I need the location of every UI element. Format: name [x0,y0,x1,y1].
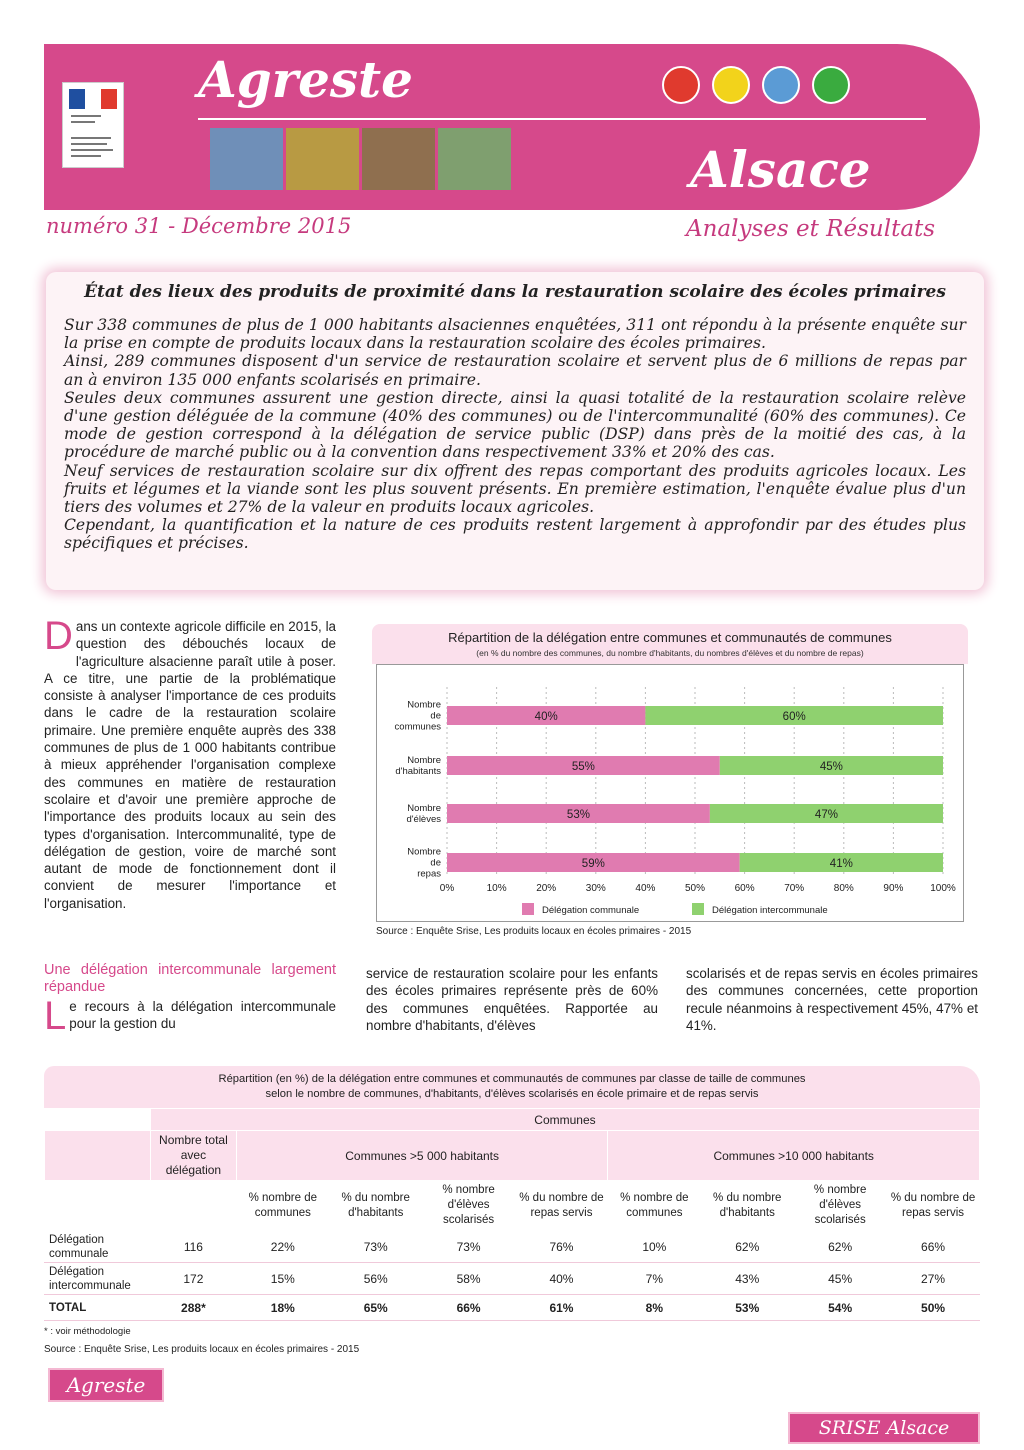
table-cell: 62% [701,1231,794,1263]
chart-frame [376,664,964,922]
col1-body: e recours à la délégation intercommunale pour la gestion du [69,999,336,1032]
footer-srise-label: SRISE Alsace [788,1412,980,1444]
blue-dot-icon [762,66,800,104]
table-cell: 8% [608,1295,701,1321]
x-tick-label: 20% [536,883,557,894]
section-text-col1 [44,994,336,1038]
x-tick-label: 0% [439,883,455,894]
x-tick-label: 80% [833,883,854,894]
chart-title: Répartition de la délégation entre communes et communautés de communes [448,630,892,645]
col-header: % du nombre d'habitants [701,1181,794,1231]
delegation-chart [372,624,968,924]
legend-label: Délégation communale [542,905,640,916]
color-dots [662,66,850,104]
yellow-dot-icon [712,66,750,104]
brand-title: Agreste [198,50,413,109]
col-header: % nombre d'élèves scolarisés [794,1181,887,1231]
x-tick-label: 40% [635,883,656,894]
x-tick-label: 100% [930,883,956,894]
category-label: communes [394,721,441,733]
ministry-logo [62,82,124,168]
legend-swatch [522,903,534,915]
table-cell: 10% [608,1231,701,1263]
summary-paragraph: Cependant, la quantification et la nature de ces produits restent largement à approfondir par des études plus spécifiques et précises. [64,516,966,553]
delegation-table [44,1108,980,1321]
table-cell: 73% [329,1231,422,1263]
row-total: 172 [150,1263,236,1295]
category-label: repas [417,868,441,880]
table-cell: 27% [887,1263,980,1295]
category-label: de [430,857,441,869]
table-source: Source : Enquête Srise, Les produits locaux en écoles primaires - 2015 [44,1344,360,1355]
section-heading: Une délégation intercommunale largement répandue [44,962,336,995]
category-label: Nombre [407,755,441,766]
x-tick-label: 90% [883,883,904,894]
group-header: Communes [150,1109,979,1131]
table-title [44,1072,980,1102]
table-row-total [45,1295,980,1321]
col-header: % nombre d'élèves scolarisés [422,1181,515,1231]
x-tick-label: 50% [684,883,706,894]
category-label: de [430,710,441,722]
dropcap: L [44,994,67,1038]
table-footnote: * : voir méthodologie [44,1326,131,1337]
table-cell: 66% [887,1231,980,1263]
legend-swatch [692,903,704,915]
table-row [45,1231,980,1263]
category-label: d'habitants [395,766,441,777]
french-flag-icon [69,89,117,109]
chart-subtitle: (en % du nombre des communes, du nombre d'habitants, du nombres d'élèves et du nombre de repas) [476,648,864,658]
chart-source: Source : Enquête Srise, Les produits locaux en écoles primaires - 2015 [376,926,692,937]
table-cell: 76% [515,1231,608,1263]
section-title: Analyses et Résultats [686,216,936,242]
category-label: Nombre [407,846,441,858]
category-label: Nombre [407,803,441,814]
table-cell: 50% [887,1295,980,1321]
data-label: 40% [534,711,558,723]
table-cell: 40% [515,1263,608,1295]
data-label: 47% [814,809,838,821]
col-header: % nombre de communes [608,1181,701,1231]
region-title: Alsace [690,140,871,199]
tractor-photo [362,128,435,190]
photo-strip [210,128,511,190]
summary-paragraph: Neuf services de restauration scolaire sur dix offrent des repas comportant des produits agricoles locaux. Les fruits et légumes et la viande sont les plus souvent présents. En première estimation, l'enquête évalue plus d'un tiers des volumes et 27% de la valeur en produits locaux agricoles. [64,461,966,517]
table-cell: 45% [794,1263,887,1295]
table-cell: 18% [236,1295,329,1321]
data-label: 45% [819,761,843,773]
x-tick-label: 70% [784,883,805,894]
data-label: 60% [782,711,806,723]
cow-photo [438,128,511,190]
data-label: 59% [581,858,605,870]
data-label: 41% [829,858,853,870]
table-cell: 53% [701,1295,794,1321]
table-cell: 15% [236,1263,329,1295]
dropcap: D [44,614,73,658]
red-dot-icon [662,66,700,104]
footer-agreste-label: Agreste [48,1368,164,1402]
col-header: % du nombre de repas servis [887,1181,980,1231]
row-label: Délégation intercommunale [45,1263,151,1295]
data-label: 55% [571,761,595,773]
table-cell: 7% [608,1263,701,1295]
table-cell: 22% [236,1231,329,1263]
intro-text [44,614,336,912]
table-cell: 56% [329,1263,422,1295]
table-cell: 43% [701,1263,794,1295]
table-row [45,1263,980,1295]
wheat-photo [286,128,359,190]
brand-divider [198,118,926,120]
summary-paragraph: Sur 338 communes de plus de 1 000 habitants alsaciennes enquêtées, 311 ont répondu à la présente enquête sur la prise en compte de produits locaux dans la restauration scolaire des écoles primaires. [64,316,966,353]
table-title-line: Répartition (en %) de la délégation entre communes et communautés de communes par classe de taille de communes [218,1073,806,1085]
category-label: d'élèves [406,814,441,825]
table-cell: 73% [422,1231,515,1263]
summary-paragraph: Seules deux communes assurent une gestion directe, ainsi la quasi totalité de la restauration scolaire relève d'une gestion déléguée de la commune (40% des communes) ou de l'intercommunalité (60% des communes). Ce mode de gestion correspond à la délégation de service public (DSP) dans près de la moitié des cas, à la procédure de marché public ou à la convention dans respectivement 33% et 20% des cas. [64,388,966,462]
subgroup-header-10000: Communes >10 000 habitants [608,1131,980,1181]
total-header: Nombre total avec délégation [150,1131,236,1181]
col-header: % nombre de communes [236,1181,329,1231]
row-total: 288* [150,1295,236,1321]
legend-label: Délégation intercommunale [712,905,828,916]
data-label: 53% [566,809,590,821]
section-text-col3: scolarisés et de repas servis en écoles primaires des communes concernées, cette proportion recule néanmoins à respectivement 45%, 47% et 41%. [686,966,978,1033]
intro-body: ans un contexte agricole difficile en 2015, la question des débouchés locaux de l'agriculture alsacienne paraît utile à poser. A ce titre, une partie de la problématique consiste à analyser l'importance de ces produits dans le cadre de la restauration scolaire primaire. Une première enquête auprès des 338 communes de plus de 1 000 habitants contribue à mieux appréhender l'organisation complexe des communes en matière de restauration scolaire et d'avoir une première approche de l'importance des produits locaux au sein des types d'organisation. Intercommunalité, type de délégation de gestion, voire de marché sont autant de mode de fonctionnement dont il convient de mesurer l'importance et l'organisation. [44,619,336,911]
table-cell: 61% [515,1295,608,1321]
row-label: Délégation communale [45,1231,151,1263]
x-tick-label: 60% [734,883,755,894]
summary-body [64,316,966,553]
subgroup-header-5000: Communes >5 000 habitants [236,1131,608,1181]
col-header: % du nombre d'habitants [329,1181,422,1231]
table-cell: 62% [794,1231,887,1263]
summary-box [46,272,984,590]
green-dot-icon [812,66,850,104]
table-cell: 66% [422,1295,515,1321]
summary-paragraph: Ainsi, 289 communes disposent d'un service de restauration scolaire et servent plus de 6 millions de repas par an à environ 135 000 enfants scolarisés en primaire. [64,352,966,389]
x-tick-label: 30% [585,883,606,894]
category-label: Nombre [407,699,441,711]
table-cell: 54% [794,1295,887,1321]
mountain-photo [210,128,283,190]
section-text-col2: service de restauration scolaire pour les enfants des écoles primaires représente près de 60% des communes enquêtées. Rapportée au nombre d'habitants, d'élèves [366,966,658,1033]
table-cell: 58% [422,1263,515,1295]
table-title-line: selon le nombre de communes, d'habitants, d'élèves scolarisés en école primaire et de repas servis [265,1088,759,1100]
issue-number: numéro 31 - Décembre 2015 [46,214,352,238]
col-header: % du nombre de repas servis [515,1181,608,1231]
table-cell: 65% [329,1295,422,1321]
chart-plot [377,665,965,923]
summary-title: État des lieux des produits de proximité dans la restauration scolaire des écoles primaires [84,282,946,302]
row-total: 116 [150,1231,236,1263]
x-tick-label: 10% [486,883,507,894]
row-label: TOTAL [45,1295,151,1321]
